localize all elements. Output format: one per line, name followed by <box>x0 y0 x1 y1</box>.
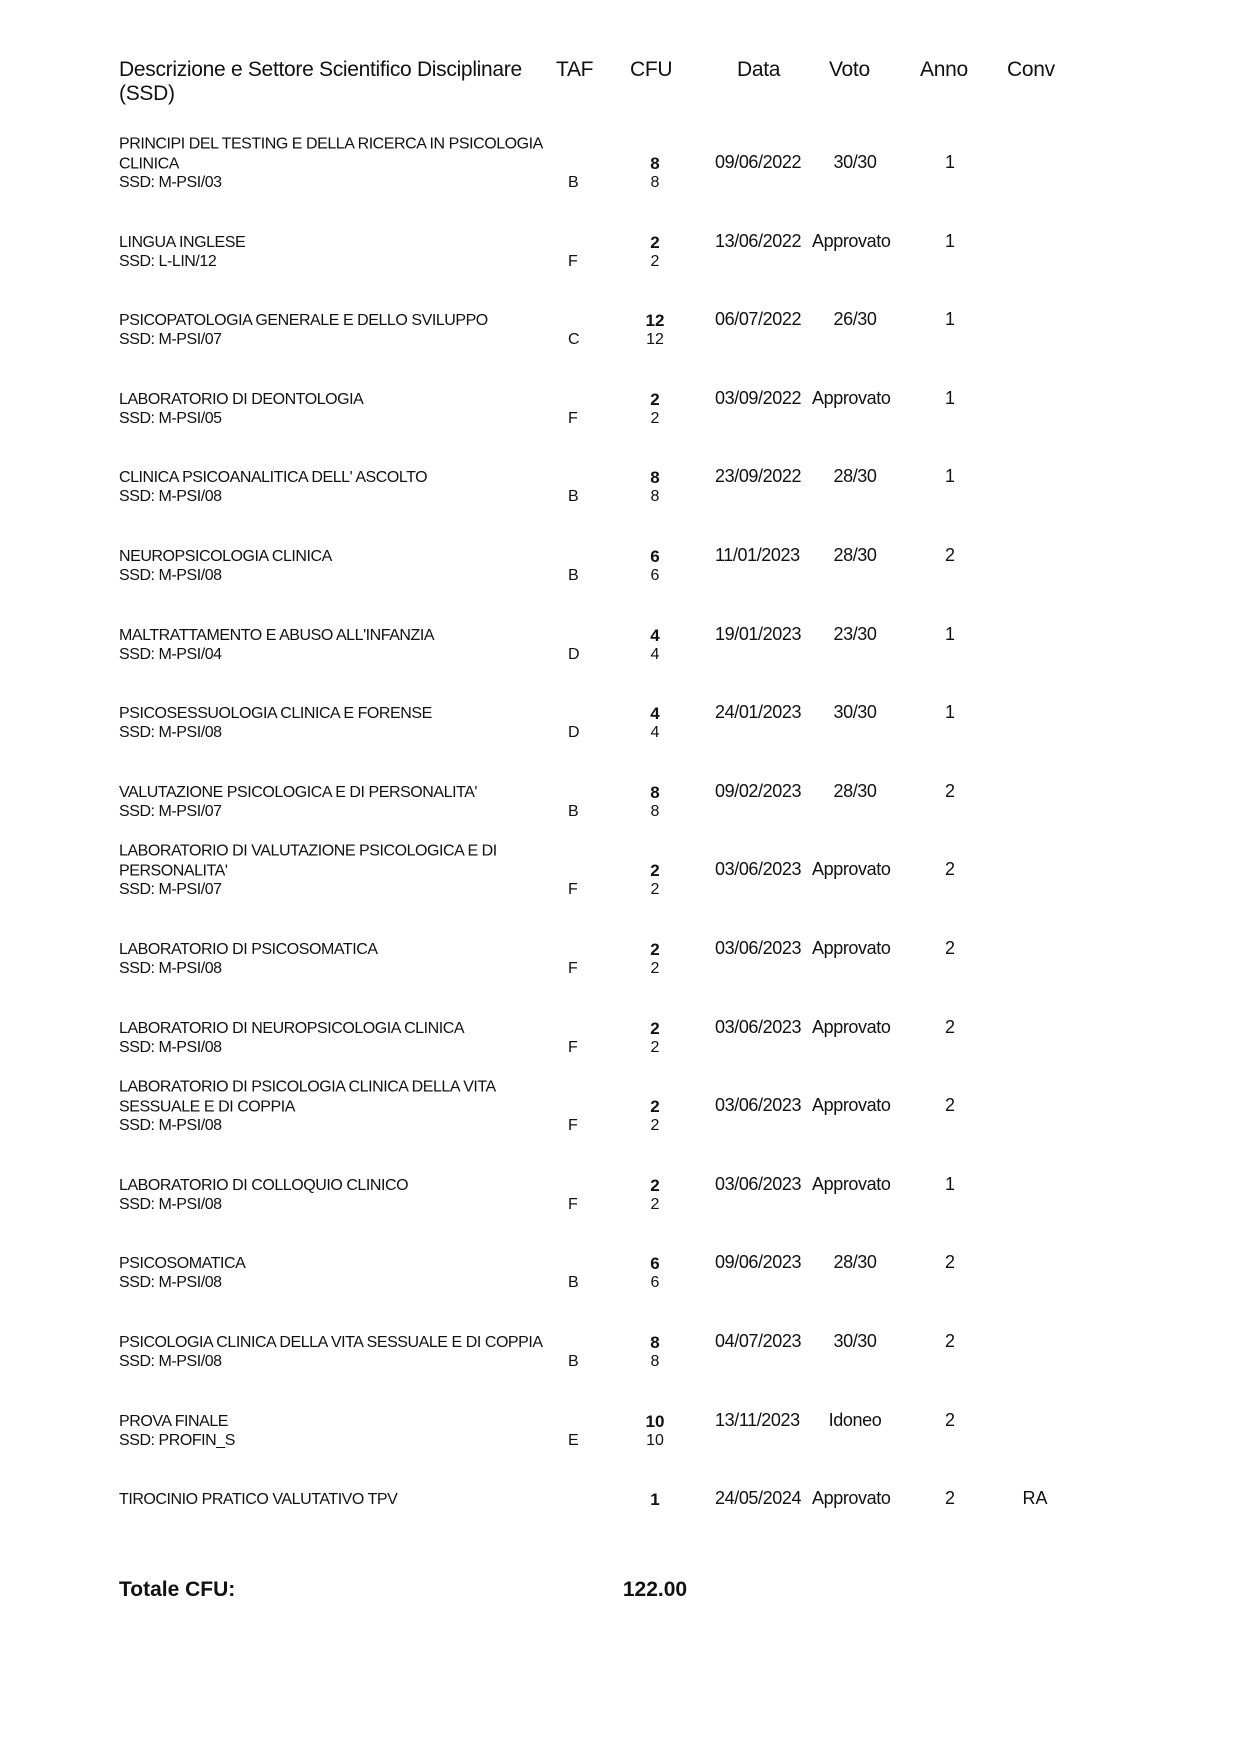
exam-grade: Approvato <box>812 1016 891 1037</box>
exam-ssd: SSD: M-PSI/08 <box>119 1038 222 1056</box>
exam-name: LINGUA INGLESE <box>119 233 246 251</box>
exam-grade: Approvato <box>812 1095 891 1116</box>
exam-cfu: 2 <box>650 1097 660 1117</box>
exam-cfu-detail: 2 <box>650 409 660 427</box>
exam-taf: F <box>568 252 578 270</box>
exam-year: 2 <box>944 1252 955 1273</box>
exam-cfu-detail: 2 <box>650 881 660 899</box>
exam-name: PROVA FINALE <box>119 1412 229 1430</box>
exam-year: 1 <box>944 152 955 172</box>
exam-cfu-detail: 10 <box>646 1431 664 1449</box>
exam-cfu: 6 <box>650 1254 660 1274</box>
exam-year: 2 <box>944 545 955 565</box>
exam-cfu-detail: 8 <box>650 488 660 506</box>
exam-grade: Approvato <box>812 938 891 958</box>
exam-taf: B <box>568 802 579 820</box>
exam-date: 03/09/2022 <box>715 387 802 408</box>
exam-row <box>0 1254 1240 1332</box>
exam-date: 06/07/2022 <box>715 309 802 330</box>
exam-grade: 28/30 <box>833 466 877 487</box>
exam-row <box>0 387 1240 468</box>
exam-ssd: SSD: M-PSI/07 <box>119 881 222 899</box>
exam-name: VALUTAZIONE PSICOLOGICA E DI PERSONALITA' <box>119 783 478 801</box>
exam-name: PSICOLOGIA CLINICA DELLA VITA SESSUALE E DI COPPIA <box>119 1334 543 1351</box>
exam-name: TIROCINIO PRATICO VALUTATIVO TPV <box>119 1491 398 1509</box>
exam-grade: Approvato <box>812 230 891 251</box>
exam-cfu: 8 <box>650 782 660 802</box>
exam-year: 2 <box>944 1409 955 1430</box>
exam-grade: 30/30 <box>833 1331 877 1351</box>
exam-taf: B <box>568 488 579 506</box>
exam-grade: Approvato <box>812 1488 891 1509</box>
exam-grade: 30/30 <box>833 702 877 723</box>
exam-cfu: 2 <box>650 232 660 252</box>
exam-ssd: SSD: M-PSI/08 <box>119 960 222 977</box>
exam-name: LABORATORIO DI DEONTOLOGIA <box>119 390 364 408</box>
exam-date: 09/06/2023 <box>715 1252 802 1273</box>
column-header-taf: TAF <box>556 58 594 81</box>
exam-name: PSICOSESSUOLOGIA CLINICA E FORENSE <box>119 705 432 723</box>
column-header-anno: Anno <box>920 58 968 81</box>
exam-name: LABORATORIO DI PSICOLOGIA CLINICA DELLA VITA SESSUALE E DI COPPIA <box>119 1078 495 1116</box>
exam-grade: 26/30 <box>833 309 877 330</box>
exam-cfu: 2 <box>650 940 660 959</box>
exam-cfu: 2 <box>650 389 660 409</box>
exam-date: 11/01/2023 <box>715 545 800 565</box>
exam-cfu-detail: 2 <box>650 1117 660 1135</box>
exam-cfu: 4 <box>650 625 660 645</box>
exam-cfu-detail: 4 <box>650 645 660 663</box>
exam-year: 1 <box>944 387 955 408</box>
exam-year: 1 <box>944 230 955 251</box>
exam-row <box>0 468 1240 546</box>
exam-cfu: 8 <box>650 468 660 488</box>
exam-taf: B <box>568 1274 579 1292</box>
exam-grade: 23/30 <box>833 623 877 644</box>
exam-taf: B <box>568 174 579 191</box>
exam-date: 13/11/2023 <box>715 1409 800 1430</box>
exam-cfu: 1 <box>650 1490 660 1510</box>
exam-conv: RA <box>1022 1488 1048 1509</box>
exam-name: PSICOSOMATICA <box>119 1255 246 1273</box>
exam-row <box>0 1173 1240 1254</box>
exam-ssd: SSD: PROFIN_S <box>119 1431 235 1449</box>
exam-grade: 30/30 <box>833 152 877 172</box>
exam-year: 2 <box>944 1331 955 1351</box>
exam-taf: C <box>568 331 580 349</box>
exam-year: 2 <box>944 1095 955 1116</box>
exam-year: 1 <box>944 466 955 487</box>
exam-cfu: 8 <box>650 1333 660 1352</box>
exam-taf: F <box>568 409 578 427</box>
exam-ssd: SSD: M-PSI/08 <box>119 1195 222 1213</box>
exam-grade: Approvato <box>812 387 891 408</box>
exam-date: 03/06/2023 <box>715 938 802 958</box>
total-cfu-value: 122.00 <box>622 1578 688 1601</box>
exam-year: 2 <box>944 859 955 880</box>
exam-grade: 28/30 <box>833 780 877 801</box>
exam-date: 03/06/2023 <box>715 1016 802 1037</box>
exam-taf: F <box>568 881 578 899</box>
exam-cfu: 8 <box>650 154 660 173</box>
exam-ssd: SSD: M-PSI/08 <box>119 1274 222 1292</box>
exam-row <box>0 1333 1240 1411</box>
column-header-data: Data <box>737 58 781 81</box>
exam-ssd: SSD: M-PSI/08 <box>119 488 222 506</box>
exam-cfu: 4 <box>650 704 660 724</box>
exam-cfu: 12 <box>645 311 665 331</box>
exam-ssd: SSD: M-PSI/08 <box>119 567 222 584</box>
exam-row <box>0 1409 1240 1490</box>
exam-year: 1 <box>944 702 955 723</box>
exam-date: 04/07/2023 <box>715 1331 802 1351</box>
exam-cfu-detail: 8 <box>650 174 660 191</box>
exam-name: LABORATORIO DI NEUROPSICOLOGIA CLINICA <box>119 1019 465 1037</box>
column-header-description: Descrizione e Settore Scientifico Disciplinare (SSD) <box>119 58 522 105</box>
exam-year: 1 <box>944 309 955 330</box>
exam-cfu-detail: 8 <box>650 1353 660 1370</box>
exam-date: 19/01/2023 <box>715 623 802 644</box>
exam-name: CLINICA PSICOANALITICA DELL' ASCOLTO <box>119 469 428 487</box>
exam-date: 03/06/2023 <box>715 859 802 880</box>
exam-date: 03/06/2023 <box>715 1173 802 1194</box>
exam-cfu-detail: 12 <box>646 331 664 349</box>
exam-taf: F <box>568 1195 578 1213</box>
exam-ssd: SSD: M-PSI/05 <box>119 409 222 427</box>
exam-cfu-detail: 6 <box>650 567 660 584</box>
exam-grade: Approvato <box>812 1173 891 1194</box>
exam-name: PSICOPATOLOGIA GENERALE E DELLO SVILUPPO <box>119 312 488 330</box>
exam-cfu-detail: 2 <box>650 252 660 270</box>
exam-year: 1 <box>944 623 955 644</box>
exam-ssd: SSD: M-PSI/08 <box>119 1117 222 1135</box>
exam-cfu-detail: 2 <box>650 1038 660 1056</box>
exam-row <box>0 135 1240 232</box>
exam-date: 13/06/2022 <box>715 230 802 251</box>
exam-taf: F <box>568 1117 578 1135</box>
exam-grade: Idoneo <box>828 1409 882 1430</box>
exam-name: LABORATORIO DI PSICOSOMATICA <box>119 941 378 958</box>
exam-year: 2 <box>944 938 955 958</box>
exam-year: 2 <box>944 780 955 801</box>
exam-taf: E <box>568 1431 579 1449</box>
exam-year: 1 <box>944 1173 955 1194</box>
exam-taf: D <box>568 645 580 663</box>
exam-ssd: SSD: M-PSI/07 <box>119 802 222 820</box>
exam-grade: 28/30 <box>833 1252 877 1273</box>
column-header-cfu: CFU <box>630 58 673 81</box>
exam-date: 24/05/2024 <box>715 1488 802 1509</box>
exam-taf: F <box>568 1038 578 1056</box>
exam-cfu: 6 <box>650 547 660 566</box>
exam-name: NEUROPSICOLOGIA CLINICA <box>119 548 332 565</box>
exam-date: 24/01/2023 <box>715 702 802 723</box>
exam-ssd: SSD: M-PSI/03 <box>119 174 222 191</box>
exam-row <box>0 311 1240 389</box>
exam-ssd: SSD: M-PSI/08 <box>119 1353 222 1370</box>
exam-cfu-detail: 2 <box>650 960 660 977</box>
exam-name: LABORATORIO DI COLLOQUIO CLINICO <box>119 1176 409 1194</box>
exam-cfu-detail: 2 <box>650 1195 660 1213</box>
exam-ssd: SSD: M-PSI/04 <box>119 645 222 663</box>
exam-row <box>0 940 1240 1018</box>
exam-row <box>0 704 1240 782</box>
exam-date: 09/02/2023 <box>715 780 802 801</box>
exam-year: 2 <box>944 1016 955 1037</box>
exam-ssd: SSD: L-LIN/12 <box>119 252 217 270</box>
exam-cfu: 10 <box>645 1411 665 1431</box>
exam-date: 23/09/2022 <box>715 466 802 487</box>
exam-row <box>0 1490 1240 1568</box>
exam-name: MALTRATTAMENTO E ABUSO ALL'INFANZIA <box>119 626 435 644</box>
column-header-conv: Conv <box>1007 58 1055 81</box>
exam-cfu: 2 <box>650 1018 660 1038</box>
exam-row <box>0 1078 1240 1175</box>
exam-taf: B <box>568 567 579 584</box>
exam-taf: D <box>568 724 580 742</box>
exam-year: 2 <box>944 1488 955 1509</box>
exam-grade: 28/30 <box>833 545 877 565</box>
exam-row <box>0 230 1240 311</box>
exam-taf: F <box>568 960 578 977</box>
exam-name: PRINCIPI DEL TESTING E DELLA RICERCA IN PSICOLOGIA CLINICA <box>119 135 542 172</box>
exam-grade: Approvato <box>812 859 891 880</box>
exam-cfu-detail: 4 <box>650 724 660 742</box>
total-cfu-label: Totale CFU: <box>119 1578 236 1601</box>
exam-ssd: SSD: M-PSI/07 <box>119 331 222 349</box>
exam-name: LABORATORIO DI VALUTAZIONE PSICOLOGICA E DI PERSONALITA' <box>119 842 497 880</box>
exam-cfu-detail: 6 <box>650 1274 660 1292</box>
exam-row <box>0 623 1240 704</box>
exam-row <box>0 842 1240 939</box>
exam-cfu: 2 <box>650 861 660 881</box>
exam-taf: B <box>568 1353 579 1370</box>
exam-cfu-detail: 8 <box>650 802 660 820</box>
exam-date: 09/06/2022 <box>715 152 802 172</box>
column-header-voto: Voto <box>829 58 870 81</box>
exam-date: 03/06/2023 <box>715 1095 802 1116</box>
exam-row <box>0 547 1240 625</box>
exam-cfu: 2 <box>650 1175 660 1195</box>
exam-ssd: SSD: M-PSI/08 <box>119 724 222 742</box>
